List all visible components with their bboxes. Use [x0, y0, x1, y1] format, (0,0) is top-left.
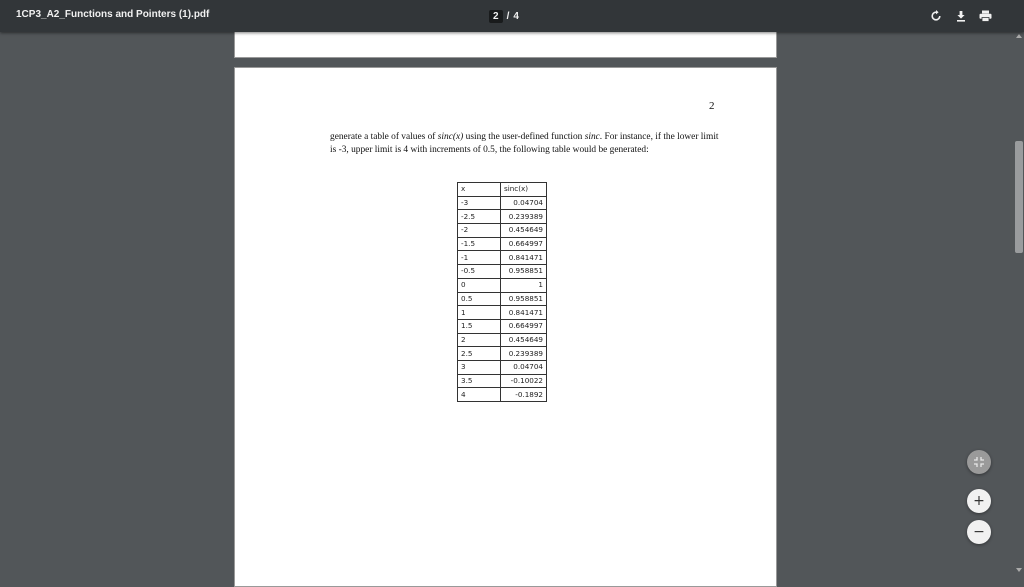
zoom-in-button[interactable] [967, 489, 991, 513]
table-row [458, 224, 547, 238]
table-row [458, 347, 547, 361]
sinc-value-cell: 0.239389 [501, 210, 547, 224]
sinc-value-cell: 0.841471 [501, 251, 547, 265]
sinc-value-cell: 0.04704 [501, 196, 547, 210]
paragraph-emphasis: sinc [584, 132, 600, 142]
x-value-cell: 3.5 [458, 374, 501, 388]
current-page-input[interactable]: 2 [489, 10, 503, 23]
x-value-cell: -2 [458, 224, 501, 238]
table-row [458, 374, 547, 388]
table-row [458, 237, 547, 251]
x-value-cell: -0.5 [458, 265, 501, 279]
pdf-toolbar [0, 0, 1024, 32]
x-value-cell: 0 [458, 278, 501, 292]
scroll-down-icon[interactable] [1015, 567, 1023, 573]
sinc-value-cell: -0.1892 [501, 388, 547, 402]
x-value-cell: -3 [458, 196, 501, 210]
paragraph-emphasis: sinc(x) [437, 132, 464, 142]
table-row [458, 292, 547, 306]
paragraph-text: generate a table of values of [330, 132, 438, 142]
table-row [458, 306, 547, 320]
sinc-value-cell: 0.454649 [501, 224, 547, 238]
paragraph-text: using the user-defined function [463, 132, 585, 142]
sinc-value-cell: 0.958851 [501, 265, 547, 279]
scrollbar-track[interactable] [1013, 32, 1024, 576]
table-row [458, 333, 547, 347]
zoom-in-icon: + [973, 493, 985, 509]
page-number: 2 [709, 100, 715, 112]
sinc-values-table [457, 182, 547, 402]
body-paragraph [330, 131, 725, 156]
x-value-cell: 4 [458, 388, 501, 402]
table-header-row [458, 183, 547, 197]
fit-to-page-button[interactable] [967, 450, 991, 474]
sinc-value-cell: 0.841471 [501, 306, 547, 320]
sinc-value-cell: 0.958851 [501, 292, 547, 306]
x-value-cell: 3 [458, 360, 501, 374]
sinc-value-cell: 1 [501, 278, 547, 292]
scrollbar-thumb[interactable] [1015, 141, 1023, 253]
x-value-cell: 2.5 [458, 347, 501, 361]
sinc-value-cell: 0.04704 [501, 360, 547, 374]
page-separator: / [506, 10, 510, 22]
document-title: 1CP3_A2_Functions and Pointers (1).pdf [16, 9, 210, 20]
sinc-value-cell: -0.10022 [501, 374, 547, 388]
fit-to-page-icon [973, 456, 985, 468]
table-row [458, 265, 547, 279]
x-value-cell: 2 [458, 333, 501, 347]
table-row [458, 388, 547, 402]
table-row [458, 251, 547, 265]
table-row [458, 278, 547, 292]
print-icon[interactable] [977, 8, 993, 24]
total-pages: 4 [513, 10, 519, 22]
x-value-cell: 0.5 [458, 292, 501, 306]
sinc-value-cell: 0.664997 [501, 319, 547, 333]
table-row [458, 319, 547, 333]
x-value-cell: 1 [458, 306, 501, 320]
sinc-value-cell: 0.454649 [501, 333, 547, 347]
zoom-out-button[interactable] [967, 520, 991, 544]
paragraph-text: . For instance, if the lower limit is -3, upper limit is 4 with increments of 0.5, the following table would be generated: [330, 132, 719, 155]
header-sinc: sinc(x) [501, 183, 547, 197]
table-row [458, 210, 547, 224]
x-value-cell: -1 [458, 251, 501, 265]
x-value-cell: -1.5 [458, 237, 501, 251]
sinc-value-cell: 0.239389 [501, 347, 547, 361]
pdf-page [234, 67, 777, 587]
x-value-cell: -2.5 [458, 210, 501, 224]
previous-page-bottom [234, 32, 777, 58]
header-x: x [458, 183, 501, 197]
scroll-up-icon[interactable] [1015, 33, 1023, 39]
page-indicator [489, 8, 519, 24]
x-value-cell: 1.5 [458, 319, 501, 333]
sinc-value-cell: 0.664997 [501, 237, 547, 251]
rotate-icon[interactable] [928, 8, 944, 24]
download-icon[interactable] [953, 8, 969, 24]
zoom-out-icon: − [973, 524, 985, 540]
table-row [458, 360, 547, 374]
table-row [458, 196, 547, 210]
